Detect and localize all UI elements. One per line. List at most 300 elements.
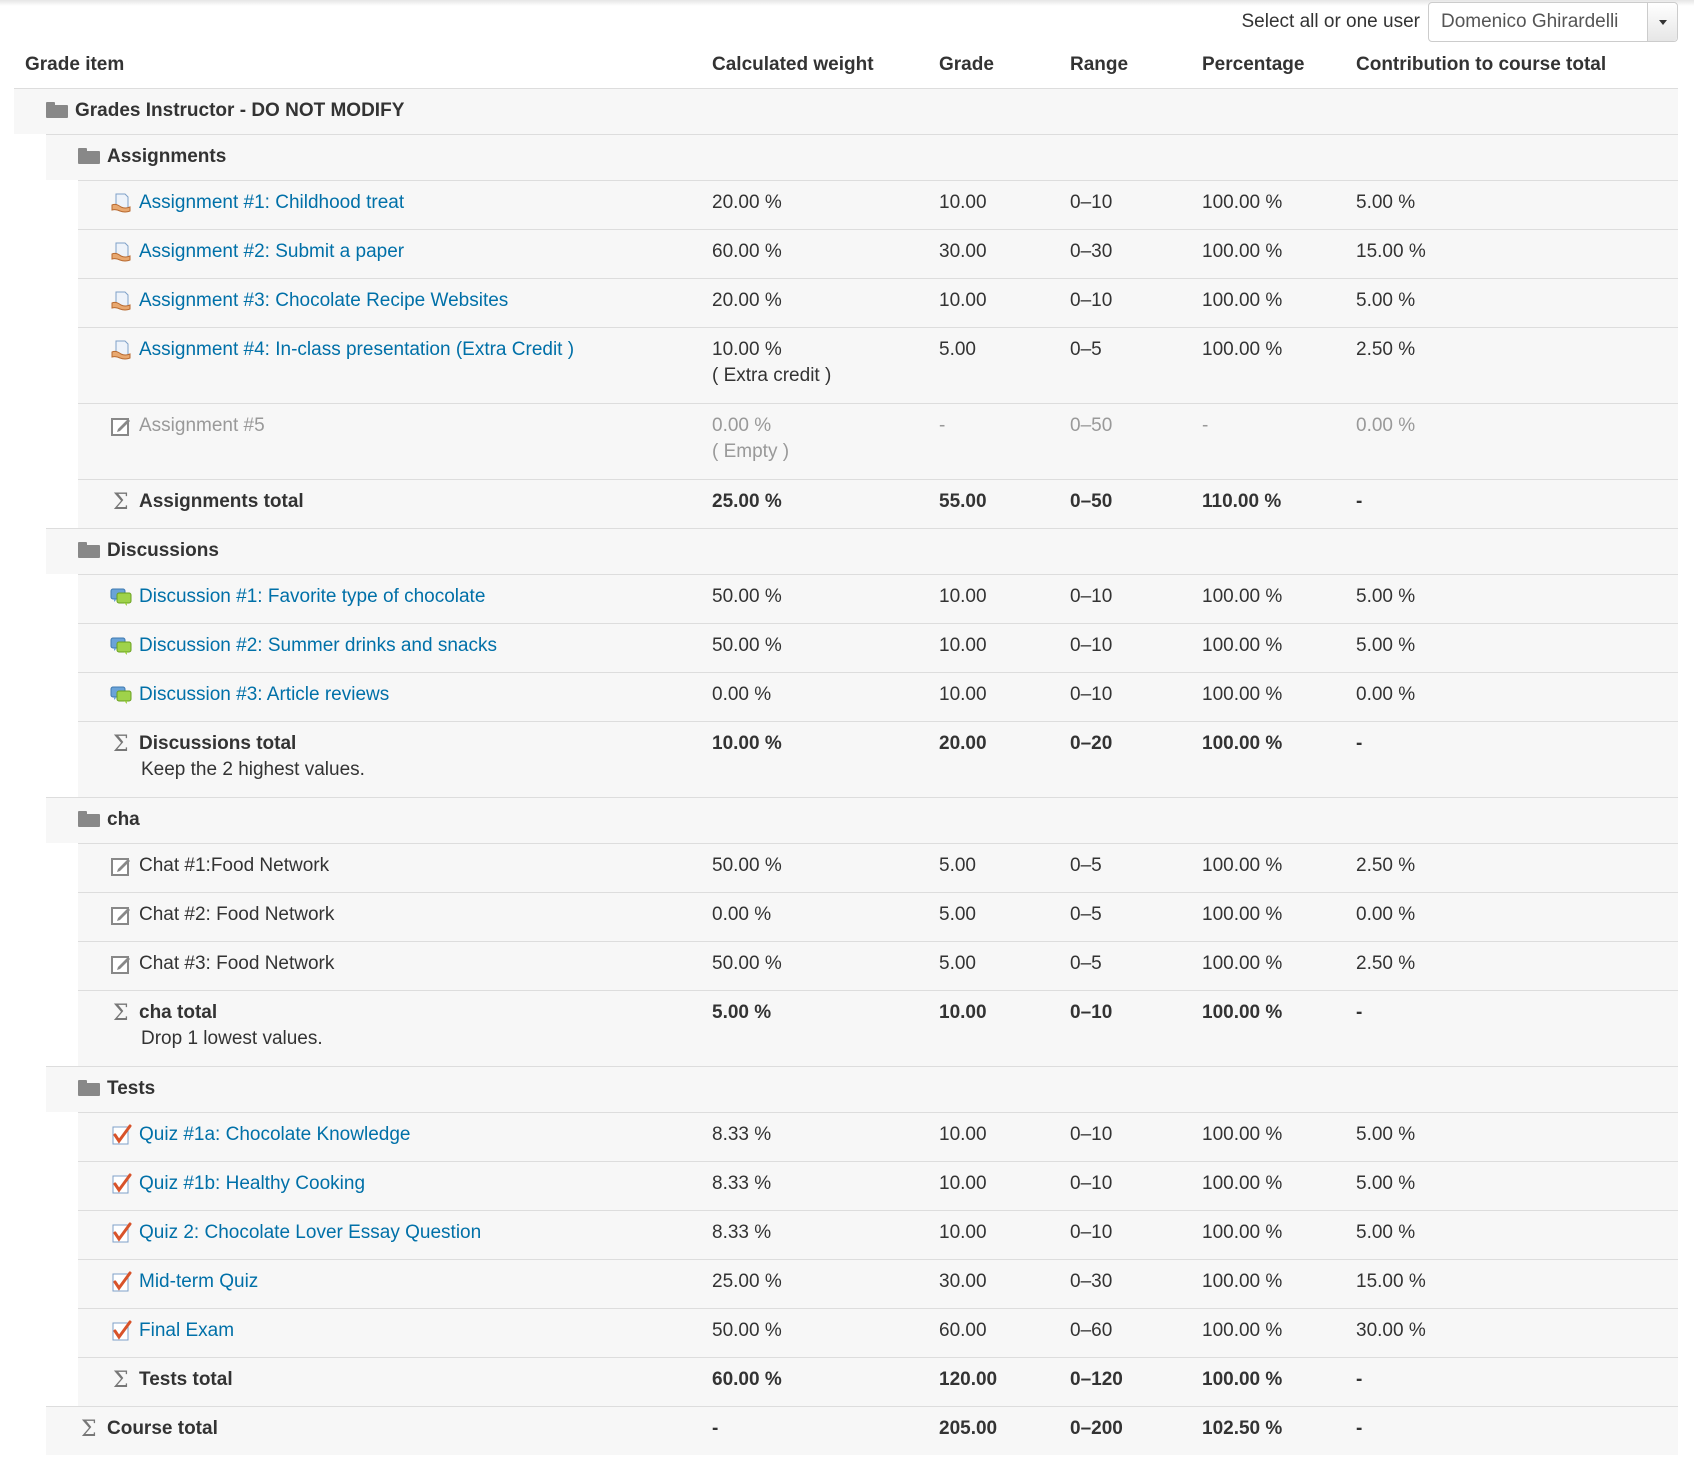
- contribution-value: 2.50 %: [1356, 339, 1416, 360]
- grade-item-link[interactable]: [139, 288, 508, 314]
- range-cell: [1070, 1367, 1123, 1393]
- weight-cell: [712, 1318, 782, 1344]
- percentage-cell: [1202, 951, 1282, 977]
- column-header-percentage: Percentage: [1202, 54, 1305, 75]
- folder-icon: [78, 1080, 100, 1096]
- assignment-icon: [110, 339, 132, 361]
- grade-item-link[interactable]: [139, 633, 497, 659]
- quiz-icon: [110, 1222, 132, 1244]
- contribution-cell: [1356, 951, 1415, 977]
- percentage-cell: [1202, 489, 1281, 515]
- grade-cell: [939, 682, 987, 708]
- grade-item-name-text: Discussion #3: Article reviews: [139, 684, 390, 705]
- grade-item-row: [0, 623, 1694, 672]
- grade-value: 10.00: [939, 684, 987, 705]
- range-value: 0–10: [1070, 635, 1113, 656]
- grade-item-link[interactable]: [139, 1171, 365, 1197]
- range-value: 0–50: [1070, 491, 1113, 512]
- range-cell: [1070, 633, 1112, 659]
- range-value: 0–5: [1070, 339, 1102, 360]
- folder-icon: [78, 148, 100, 164]
- grade-item-name: [139, 1000, 323, 1052]
- category-row: [0, 134, 1694, 180]
- grade-item-name-text: Quiz 2: Chocolate Lover Essay Question: [139, 1222, 482, 1243]
- percentage-value: 100.00 %: [1202, 339, 1283, 360]
- grade-cell: [939, 489, 987, 515]
- range-value: 0–20: [1070, 733, 1113, 754]
- grade-item-row: [0, 892, 1694, 941]
- weight-value: 0.00 %: [712, 684, 772, 705]
- contribution-value: 2.50 %: [1356, 953, 1416, 974]
- percentage-cell: [1202, 1367, 1282, 1393]
- grade-item-name: [139, 853, 329, 879]
- contribution-cell: [1356, 190, 1415, 216]
- grade-cell: [939, 1269, 987, 1295]
- row-background: [78, 403, 1678, 479]
- category-name: Tests: [107, 1078, 156, 1099]
- grade-cell: [939, 413, 945, 439]
- row-background: [46, 1406, 1678, 1455]
- user-select-dropdown[interactable]: [1428, 2, 1678, 42]
- weight-cell: [712, 1000, 771, 1026]
- percentage-cell: [1202, 413, 1208, 439]
- contribution-value: -: [1356, 1002, 1363, 1023]
- discussion-icon: [110, 684, 132, 706]
- contribution-cell: [1356, 1367, 1362, 1393]
- weight-value: 25.00 %: [712, 491, 782, 512]
- sigma-icon: Σ: [81, 1417, 97, 1442]
- range-cell: [1070, 337, 1102, 363]
- weight-cell: [712, 190, 782, 216]
- grade-item-row: [0, 1112, 1694, 1161]
- row-background: [46, 1066, 1678, 1112]
- aggregation-note: Drop 1 lowest values.: [141, 1028, 323, 1049]
- sigma-icon: Σ: [113, 732, 129, 757]
- weight-value: -: [712, 1418, 719, 1439]
- weight-cell: [712, 682, 771, 708]
- percentage-cell: [1202, 1171, 1282, 1197]
- edit-icon: [110, 415, 132, 437]
- range-value: 0–200: [1070, 1418, 1123, 1439]
- percentage-value: 100.00 %: [1202, 855, 1283, 876]
- range-cell: [1070, 902, 1102, 928]
- grade-cell: [939, 337, 976, 363]
- edit-icon: [110, 953, 132, 975]
- grade-cell: [939, 239, 987, 265]
- percentage-cell: [1202, 1220, 1282, 1246]
- weight-value: 0.00 %: [712, 904, 772, 925]
- weight-cell: [712, 1269, 782, 1295]
- range-value: 0–10: [1070, 192, 1113, 213]
- grade-item-row: [0, 403, 1694, 479]
- column-header-range: Range: [1070, 54, 1129, 75]
- grade-value: 120.00: [939, 1369, 998, 1390]
- grade-item-name-text: Discussions total: [139, 733, 297, 754]
- grade-value: 10.00: [939, 1173, 987, 1194]
- percentage-cell: [1202, 731, 1282, 757]
- range-cell: [1070, 288, 1112, 314]
- contribution-cell: [1356, 1000, 1362, 1026]
- total-row: [0, 721, 1694, 797]
- grade-item-name-text: Quiz #1b: Healthy Cooking: [139, 1173, 366, 1194]
- percentage-value: 100.00 %: [1202, 733, 1283, 754]
- grade-item-name: [139, 902, 334, 928]
- row-background: [78, 1308, 1678, 1357]
- grade-item-row: [0, 1308, 1694, 1357]
- grade-value: 10.00: [939, 290, 987, 311]
- percentage-value: 100.00 %: [1202, 953, 1283, 974]
- grade-item-link[interactable]: [139, 682, 389, 708]
- grade-cell: [939, 1318, 987, 1344]
- contribution-value: -: [1356, 733, 1363, 754]
- percentage-value: 100.00 %: [1202, 684, 1283, 705]
- column-header-calculated-weight: Calculated weight: [712, 54, 874, 75]
- percentage-cell: [1202, 1416, 1282, 1442]
- quiz-icon: [110, 1320, 132, 1342]
- percentage-cell: [1202, 1000, 1282, 1026]
- contribution-cell: [1356, 1269, 1426, 1295]
- grade-item-name: [139, 489, 304, 515]
- sigma-icon: Σ: [113, 1368, 129, 1393]
- weight-cell: [712, 853, 782, 879]
- grade-item-link[interactable]: [139, 190, 404, 216]
- category-row: [0, 528, 1694, 574]
- range-value: 0–120: [1070, 1369, 1123, 1390]
- grade-value: 5.00: [939, 855, 976, 876]
- grade-item-name-text: Assignment #5: [139, 415, 265, 436]
- range-cell: [1070, 731, 1112, 757]
- grade-item-link[interactable]: [139, 239, 404, 265]
- column-header-contribution: Contribution to course total: [1356, 54, 1607, 75]
- contribution-cell: [1356, 337, 1415, 363]
- category-name: Grades Instructor - DO NOT MODIFY: [75, 100, 405, 121]
- category-row: [0, 1066, 1694, 1112]
- contribution-cell: [1356, 489, 1362, 515]
- grade-item-link[interactable]: [139, 1220, 481, 1246]
- range-value: 0–10: [1070, 290, 1113, 311]
- chevron-down-icon: [1647, 3, 1677, 41]
- contribution-cell: [1356, 731, 1362, 757]
- grade-cell: [939, 1220, 987, 1246]
- weight-value: 20.00 %: [712, 290, 782, 311]
- quiz-icon: [110, 1173, 132, 1195]
- assignment-icon: [110, 192, 132, 214]
- weight-cell: [712, 731, 782, 757]
- grade-value: 30.00: [939, 241, 987, 262]
- grade-cell: [939, 853, 976, 879]
- grade-item-row: [0, 672, 1694, 721]
- weight-value: 10.00 %: [712, 339, 782, 360]
- range-cell: [1070, 951, 1102, 977]
- category-name: Discussions: [107, 540, 219, 561]
- grade-item-link[interactable]: [139, 584, 485, 610]
- weight-value: 60.00 %: [712, 1369, 782, 1390]
- range-value: 0–5: [1070, 953, 1102, 974]
- grade-cell: [939, 731, 987, 757]
- contribution-cell: [1356, 902, 1415, 928]
- user-select-value: Domenico Ghirardelli: [1441, 11, 1619, 32]
- quiz-icon: [110, 1271, 132, 1293]
- range-cell: [1070, 190, 1112, 216]
- aggregation-note: Keep the 2 highest values.: [141, 759, 365, 780]
- percentage-cell: [1202, 902, 1282, 928]
- percentage-value: 100.00 %: [1202, 1222, 1283, 1243]
- percentage-value: 102.50 %: [1202, 1418, 1283, 1439]
- percentage-value: 100.00 %: [1202, 241, 1283, 262]
- weight-value: 20.00 %: [712, 192, 782, 213]
- edit-icon: [110, 855, 132, 877]
- percentage-cell: [1202, 288, 1282, 314]
- edit-icon: [110, 904, 132, 926]
- range-value: 0–10: [1070, 1222, 1113, 1243]
- weight-cell: [712, 951, 782, 977]
- range-value: 0–10: [1070, 1002, 1113, 1023]
- grade-item-row: [0, 843, 1694, 892]
- weight-value: 5.00 %: [712, 1002, 772, 1023]
- weight-value: 50.00 %: [712, 586, 782, 607]
- contribution-cell: [1356, 584, 1415, 610]
- weight-value: 8.33 %: [712, 1124, 772, 1145]
- range-cell: [1070, 489, 1112, 515]
- range-value: 0–10: [1070, 684, 1113, 705]
- weight-cell: [712, 633, 782, 659]
- discussion-icon: [110, 586, 132, 608]
- contribution-cell: [1356, 1171, 1415, 1197]
- range-value: 0–30: [1070, 241, 1113, 262]
- grade-item-name-text: Assignment #1: Childhood treat: [139, 192, 405, 213]
- contribution-cell: [1356, 413, 1415, 439]
- user-select-label: Select all or one user: [1241, 11, 1420, 32]
- grade-item-name-text: Course total: [107, 1418, 218, 1439]
- weight-cell: [712, 337, 831, 389]
- assignment-icon: [110, 241, 132, 263]
- grade-value: -: [939, 415, 946, 436]
- grade-value: 20.00: [939, 733, 987, 754]
- row-background: [78, 1259, 1678, 1308]
- percentage-value: 100.00 %: [1202, 1320, 1283, 1341]
- grade-cell: [939, 1171, 987, 1197]
- range-value: 0–60: [1070, 1320, 1113, 1341]
- grade-item-row: [0, 1259, 1694, 1308]
- percentage-cell: [1202, 1318, 1282, 1344]
- weight-cell: [712, 1220, 771, 1246]
- contribution-cell: [1356, 682, 1415, 708]
- grade-item-link[interactable]: [139, 1318, 234, 1344]
- grade-item-name-text: Mid-term Quiz: [139, 1271, 259, 1292]
- grade-item-row: [0, 1210, 1694, 1259]
- total-row: [0, 1357, 1694, 1406]
- total-row: [0, 1406, 1694, 1455]
- contribution-value: -: [1356, 491, 1363, 512]
- grade-item-name-text: Assignment #2: Submit a paper: [139, 241, 405, 262]
- sigma-icon: Σ: [113, 490, 129, 515]
- range-value: 0–5: [1070, 855, 1102, 876]
- grade-item-name: [139, 951, 334, 977]
- grade-cell: [939, 190, 987, 216]
- grade-item-name-text: Tests total: [139, 1369, 233, 1390]
- percentage-value: 100.00 %: [1202, 1002, 1283, 1023]
- folder-icon: [78, 811, 100, 827]
- percentage-cell: [1202, 1122, 1282, 1148]
- percentage-cell: [1202, 1269, 1282, 1295]
- grade-item-link[interactable]: [139, 1269, 258, 1295]
- weight-value: 60.00 %: [712, 241, 782, 262]
- grade-value: 5.00: [939, 339, 976, 360]
- row-background: [46, 797, 1678, 843]
- grade-item-name-text: Assignments total: [139, 491, 304, 512]
- weight-cell: [712, 1122, 771, 1148]
- contribution-cell: [1356, 1318, 1426, 1344]
- quiz-icon: [110, 1124, 132, 1146]
- grade-item-name: [139, 731, 365, 783]
- range-cell: [1070, 1416, 1123, 1442]
- row-background: [78, 1357, 1678, 1406]
- percentage-value: 100.00 %: [1202, 1124, 1283, 1145]
- grade-value: 10.00: [939, 1124, 987, 1145]
- grade-item-name-text: cha total: [139, 1002, 218, 1023]
- grade-cell: [939, 1416, 997, 1442]
- weight-value: 50.00 %: [712, 635, 782, 656]
- weight-value: 25.00 %: [712, 1271, 782, 1292]
- range-cell: [1070, 1220, 1112, 1246]
- grade-value: 10.00: [939, 192, 987, 213]
- grade-cell: [939, 1000, 987, 1026]
- percentage-cell: [1202, 239, 1282, 265]
- weight-cell: [712, 489, 782, 515]
- weight-cell: [712, 1367, 782, 1393]
- grade-item-name: [107, 1416, 218, 1442]
- row-background: [46, 134, 1678, 180]
- grade-item-name-text: Chat #3: Food Network: [139, 953, 335, 974]
- grade-item-name-text: Chat #1:Food Network: [139, 855, 330, 876]
- grade-item-name-text: Discussion #2: Summer drinks and snacks: [139, 635, 497, 656]
- contribution-value: 15.00 %: [1356, 241, 1426, 262]
- weight-value: 8.33 %: [712, 1222, 772, 1243]
- weight-cell: [712, 584, 782, 610]
- contribution-value: 0.00 %: [1356, 415, 1416, 436]
- percentage-value: 100.00 %: [1202, 635, 1283, 656]
- percentage-value: 100.00 %: [1202, 1173, 1283, 1194]
- percentage-value: 100.00 %: [1202, 586, 1283, 607]
- range-cell: [1070, 584, 1112, 610]
- contribution-value: -: [1356, 1369, 1363, 1390]
- contribution-value: 0.00 %: [1356, 904, 1416, 925]
- weight-value: 0.00 %: [712, 415, 772, 436]
- contribution-cell: [1356, 633, 1415, 659]
- grade-cell: [939, 288, 987, 314]
- user-select-area: [1242, 2, 1679, 42]
- grade-item-name-text: Final Exam: [139, 1320, 235, 1341]
- range-cell: [1070, 682, 1112, 708]
- range-cell: [1070, 413, 1112, 439]
- grade-item-row: [0, 180, 1694, 229]
- total-row: [0, 479, 1694, 528]
- range-value: 0–30: [1070, 1271, 1113, 1292]
- weight-cell: [712, 902, 771, 928]
- grade-item-row: [0, 327, 1694, 403]
- contribution-cell: [1356, 288, 1415, 314]
- range-cell: [1070, 853, 1102, 879]
- range-value: 0–10: [1070, 1173, 1113, 1194]
- contribution-cell: [1356, 853, 1415, 879]
- column-header-grade-item: Grade item: [25, 54, 125, 75]
- percentage-value: 100.00 %: [1202, 290, 1283, 311]
- percentage-value: 100.00 %: [1202, 1271, 1283, 1292]
- percentage-cell: [1202, 633, 1282, 659]
- grade-item-row: [0, 229, 1694, 278]
- grade-item-row: [0, 941, 1694, 990]
- contribution-value: 2.50 %: [1356, 855, 1416, 876]
- grade-item-row: [0, 574, 1694, 623]
- range-cell: [1070, 1318, 1112, 1344]
- grade-item-name: [139, 1367, 233, 1393]
- grade-value: 10.00: [939, 1002, 987, 1023]
- weight-cell: [712, 413, 789, 465]
- range-value: 0–10: [1070, 586, 1113, 607]
- contribution-cell: [1356, 239, 1426, 265]
- column-header-grade: Grade: [939, 54, 994, 75]
- row-background: [46, 528, 1678, 574]
- grade-cell: [939, 633, 987, 659]
- weight-value: 8.33 %: [712, 1173, 772, 1194]
- weight-cell: [712, 1416, 718, 1442]
- range-value: 0–5: [1070, 904, 1102, 925]
- weight-cell: [712, 1171, 771, 1197]
- range-cell: [1070, 1269, 1112, 1295]
- category-row: [0, 797, 1694, 843]
- contribution-value: 5.00 %: [1356, 290, 1416, 311]
- grade-item-link[interactable]: [139, 1122, 410, 1148]
- total-row: [0, 990, 1694, 1066]
- grade-item-row: [0, 278, 1694, 327]
- percentage-value: -: [1202, 415, 1209, 436]
- category-name: cha: [107, 809, 140, 830]
- percentage-value: 100.00 %: [1202, 904, 1283, 925]
- contribution-value: 5.00 %: [1356, 586, 1416, 607]
- grade-item-name: [139, 413, 265, 439]
- grade-item-name-text: Discussion #1: Favorite type of chocolate: [139, 586, 486, 607]
- row-background: [78, 479, 1678, 528]
- grade-cell: [939, 584, 987, 610]
- folder-icon: [78, 542, 100, 558]
- grade-item-link[interactable]: [139, 337, 574, 363]
- contribution-value: 5.00 %: [1356, 192, 1416, 213]
- grade-value: 5.00: [939, 953, 976, 974]
- grade-value: 205.00: [939, 1418, 998, 1439]
- range-value: 0–10: [1070, 1124, 1113, 1145]
- range-value: 0–50: [1070, 415, 1113, 436]
- contribution-cell: [1356, 1122, 1415, 1148]
- grade-value: 60.00: [939, 1320, 987, 1341]
- range-cell: [1070, 239, 1112, 265]
- percentage-cell: [1202, 337, 1282, 363]
- grade-cell: [939, 1122, 987, 1148]
- weight-cell: [712, 239, 782, 265]
- contribution-value: -: [1356, 1418, 1363, 1439]
- grade-cell: [939, 902, 976, 928]
- grade-item-row: [0, 1161, 1694, 1210]
- grade-item-name-text: Chat #2: Food Network: [139, 904, 335, 925]
- percentage-value: 100.00 %: [1202, 192, 1283, 213]
- category-name: Assignments: [107, 146, 227, 167]
- weight-value: 10.00 %: [712, 733, 782, 754]
- contribution-value: 30.00 %: [1356, 1320, 1426, 1341]
- grade-item-name-text: Quiz #1a: Chocolate Knowledge: [139, 1124, 411, 1145]
- contribution-cell: [1356, 1220, 1415, 1246]
- percentage-cell: [1202, 190, 1282, 216]
- contribution-cell: [1356, 1416, 1362, 1442]
- grade-value: 30.00: [939, 1271, 987, 1292]
